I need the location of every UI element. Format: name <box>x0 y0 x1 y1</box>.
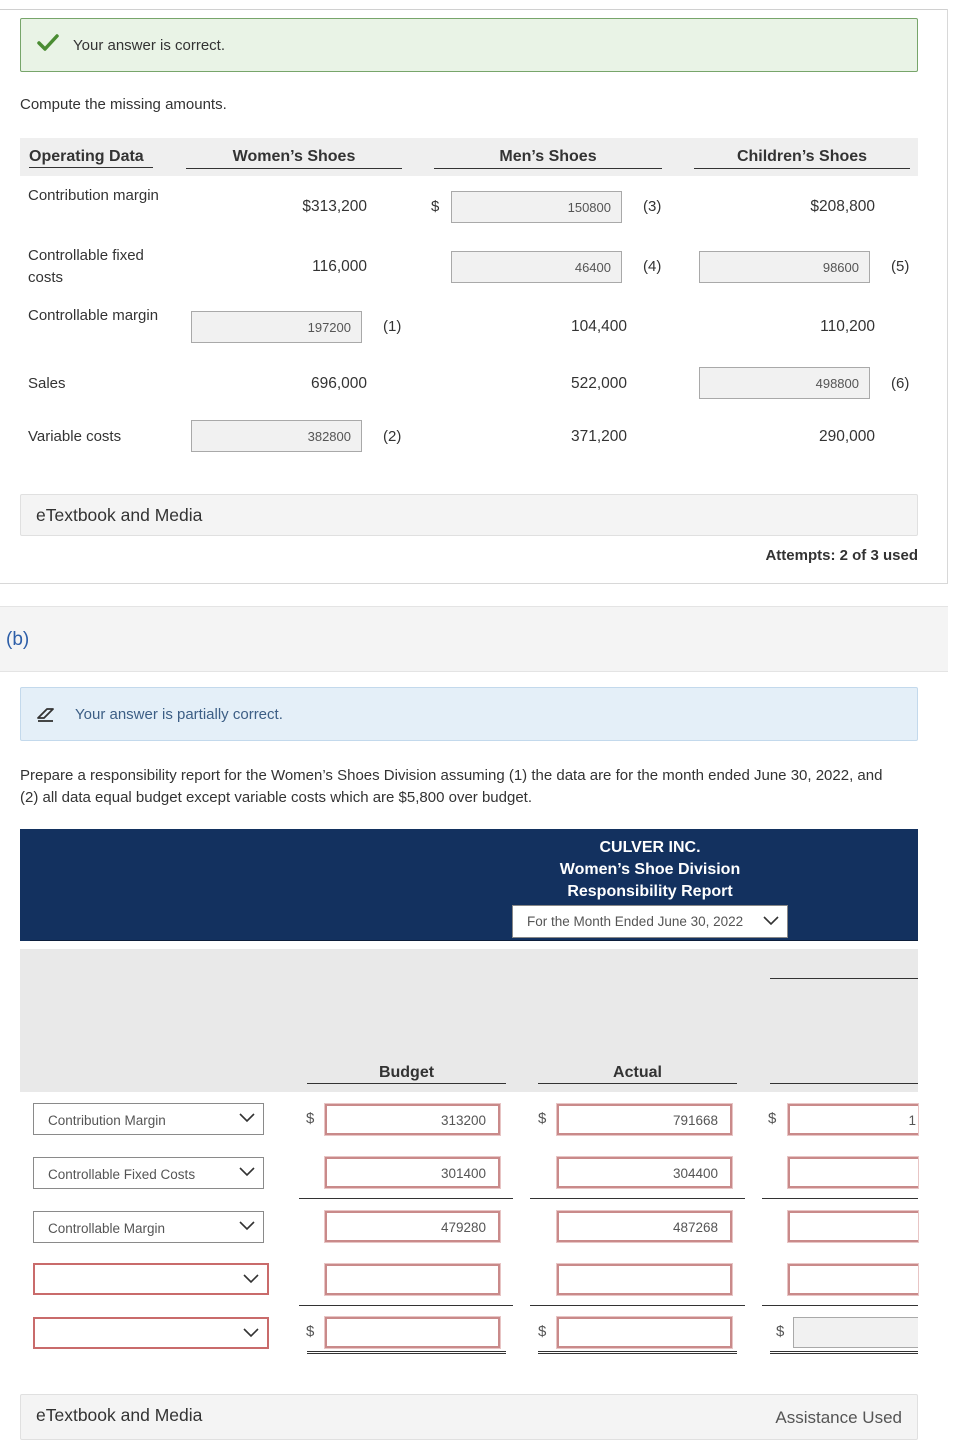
chevron-down-icon <box>239 1221 255 1231</box>
ref-5: (5) <box>891 258 910 275</box>
difference-input-row-1[interactable]: 1 <box>788 1104 918 1135</box>
row-label-controllable-margin: Controllable margin <box>28 307 159 324</box>
column-budget: Budget <box>378 1064 435 1081</box>
etextbook-media-bar[interactable] <box>20 494 918 536</box>
men-sales: 522,000 <box>570 375 627 392</box>
actual-input-row-4[interactable] <box>557 1264 732 1295</box>
chevron-down-icon <box>243 1274 259 1284</box>
panel-right-border <box>947 9 948 584</box>
etextbook-media-label: eTextbook and Media <box>36 505 203 525</box>
row-label-sales: Sales <box>28 375 66 392</box>
men-dollar-sign: $ <box>431 198 440 215</box>
men-variable-costs: 371,200 <box>570 428 627 445</box>
assistance-used-link[interactable]: Assistance Used <box>775 1408 902 1427</box>
men-contribution-margin-input[interactable]: 150800 <box>451 191 622 223</box>
instruction-line-2: (2) all data equal budget except variable costs which are $5,800 over budget. <box>20 789 532 806</box>
pencil-icon <box>35 702 59 724</box>
header-mens-shoes: Men’s Shoes <box>499 148 597 165</box>
children-controllable-fixed-costs-input[interactable]: 98600 <box>699 251 870 283</box>
report-title: Responsibility Report <box>567 883 733 900</box>
women-controllable-margin-input[interactable]: 197200 <box>191 311 362 343</box>
difference-total-dollar-sign: $ <box>776 1323 785 1340</box>
actual-total-dollar-sign: $ <box>538 1323 547 1340</box>
difference-total-field[interactable] <box>793 1317 918 1348</box>
ref-1: (1) <box>383 318 402 335</box>
item-select-row-2[interactable]: Controllable Fixed Costs <box>33 1157 264 1189</box>
ref-6: (6) <box>891 375 910 392</box>
children-controllable-margin: 110,200 <box>820 318 875 335</box>
actual-input-row-2[interactable]: 304400 <box>557 1157 732 1188</box>
header-operating-data: Operating Data <box>29 148 144 165</box>
ref-4: (4) <box>643 258 662 275</box>
actual-input-row-1[interactable]: 791668 <box>557 1104 732 1135</box>
difference-input-row-2[interactable] <box>788 1157 918 1188</box>
chevron-down-icon <box>243 1328 259 1338</box>
women-controllable-fixed-costs: 116,000 <box>312 258 367 275</box>
difference-dollar-sign: $ <box>768 1110 777 1127</box>
correct-answer-banner <box>20 18 918 72</box>
period-select[interactable] <box>512 905 788 938</box>
period-select-value: For the Month Ended June 30, 2022 <box>527 914 744 929</box>
instruction-line-1: Prepare a responsibility report for the Women’s Shoes Division assuming (1) the data are for the month ended June 30, 2022, and <box>20 767 883 784</box>
partial-answer-banner <box>20 687 918 741</box>
men-controllable-fixed-costs-input[interactable]: 46400 <box>451 251 622 283</box>
instruction-text: Compute the missing amounts. <box>20 96 227 113</box>
women-contribution-margin: $313,200 <box>302 198 367 215</box>
etextbook-media-label-b: eTextbook and Media <box>36 1405 203 1425</box>
actual-input-row-3[interactable]: 487268 <box>557 1211 732 1242</box>
item-select-row-5[interactable] <box>33 1317 269 1349</box>
budget-input-row-2[interactable]: 301400 <box>325 1157 500 1188</box>
ref-2: (2) <box>383 428 402 445</box>
attempts-counter: Attempts: 2 of 3 used <box>765 547 918 564</box>
item-select-row-1[interactable]: Contribution Margin <box>33 1103 264 1135</box>
chevron-down-icon <box>239 1167 255 1177</box>
difference-input-row-3[interactable] <box>788 1211 918 1242</box>
children-contribution-margin: $208,800 <box>810 198 875 215</box>
budget-input-row-5[interactable] <box>325 1317 500 1348</box>
partial-status-text: Your answer is partially correct. <box>75 706 283 723</box>
checkmark-icon <box>37 33 59 53</box>
men-controllable-margin: 104,400 <box>570 318 627 335</box>
row-label-controllable-fixed-costs: Controllable fixed costs <box>28 247 144 286</box>
item-select-row-3[interactable]: Controllable Margin <box>33 1211 264 1243</box>
header-womens-shoes: Women’s Shoes <box>232 148 356 165</box>
part-b-header <box>0 606 948 672</box>
actual-dollar-sign: $ <box>538 1110 547 1127</box>
column-actual: Actual <box>613 1064 662 1081</box>
part-b-label: (b) <box>6 629 30 650</box>
women-variable-costs-input[interactable]: 382800 <box>191 420 362 452</box>
women-sales: 696,000 <box>310 375 367 392</box>
correct-status-text: Your answer is correct. <box>73 37 226 54</box>
report-company: CULVER INC. <box>599 839 701 856</box>
budget-dollar-sign: $ <box>306 1110 315 1127</box>
section-divider <box>0 583 948 584</box>
chevron-down-icon <box>239 1113 255 1123</box>
budget-total-dollar-sign: $ <box>306 1323 315 1340</box>
children-sales-input[interactable]: 498800 <box>699 367 870 399</box>
part-b-instruction <box>20 765 930 809</box>
ref-3: (3) <box>643 198 662 215</box>
budget-input-row-4[interactable] <box>325 1264 500 1295</box>
row-label-variable-costs: Variable costs <box>28 428 122 445</box>
item-select-row-4[interactable] <box>33 1263 269 1295</box>
row-label-contribution-margin: Contribution margin <box>28 187 159 204</box>
children-variable-costs: 290,000 <box>818 428 875 445</box>
header-childrens-shoes: Children’s Shoes <box>736 148 868 165</box>
difference-input-row-4[interactable] <box>788 1264 918 1295</box>
report-division: Women’s Shoe Division <box>559 861 741 878</box>
actual-input-row-5[interactable] <box>557 1317 732 1348</box>
budget-input-row-1[interactable]: 313200 <box>325 1104 500 1135</box>
top-divider <box>0 9 948 10</box>
chevron-down-icon <box>763 916 779 926</box>
budget-input-row-3[interactable]: 479280 <box>325 1211 500 1242</box>
